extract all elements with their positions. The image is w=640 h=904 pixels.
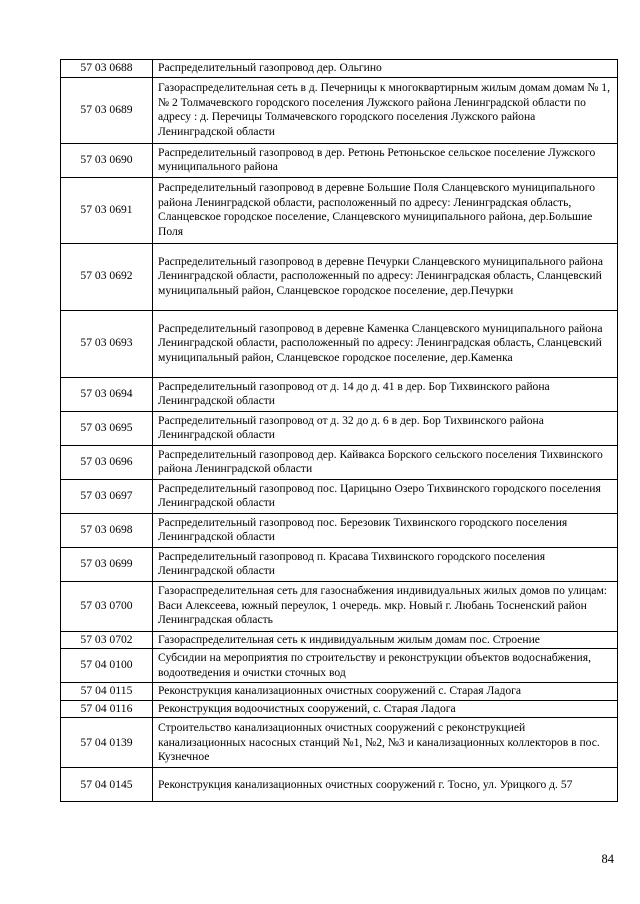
table-row — [61, 143, 618, 177]
table-row — [61, 445, 618, 479]
table-row — [61, 513, 618, 547]
row-code-cell: 57 03 0697 — [61, 479, 153, 513]
row-code-cell: 57 04 0100 — [61, 649, 153, 683]
row-description-cell: Субсидии на мероприятия по строительству и реконструкции объектов водоснабжения, водоотведения и очистки сточных вод — [153, 649, 618, 683]
table-row — [61, 718, 618, 768]
table-row — [61, 177, 618, 243]
row-description-cell: Распределительный газопровод от д. 14 до д. 41 в дер. Бор Тихвинского района Ленинградской области — [153, 377, 618, 411]
document-page — [60, 59, 618, 802]
table-row — [61, 60, 618, 78]
table-row — [61, 479, 618, 513]
row-code-cell: 57 03 0699 — [61, 547, 153, 581]
row-description-cell: Реконструкция канализационных очистных сооружений г. Тосно, ул. Урицкого д. 57 — [153, 768, 618, 802]
row-description-cell: Строительство канализационных очистных сооружений с реконструкцией канализационных насосных станций №1, №2, №3 и канализационных коллекторов в пос. Кузнечное — [153, 718, 618, 768]
row-description-cell: Газораспределительная сеть для газоснабжения индивидуальных жилых домов по улицам: Васи Алексеева, южный переулок, 1 очередь. мкр. Новый г. Любань Тосненский район Ленинградская область — [153, 581, 618, 631]
table-row — [61, 377, 618, 411]
row-code-cell: 57 04 0115 — [61, 683, 153, 701]
row-code-cell: 57 04 0145 — [61, 768, 153, 802]
row-description-cell: Распределительный газопровод в деревне Печурки Сланцевского муниципального района Ленинградской области, расположенный по адресу: Ленинградская область, Сланцевский муниципальный район, Сланцевское городское поселение, дер.Печурки — [153, 243, 618, 310]
table-body — [61, 60, 618, 802]
table-row — [61, 243, 618, 310]
row-code-cell: 57 03 0690 — [61, 143, 153, 177]
row-description-cell: Распределительный газопровод дер. Кайвакса Борского сельского поселения Тихвинского района Ленинградской области — [153, 445, 618, 479]
row-description-cell: Распределительный газопровод в деревне Большие Поля Сланцевского муниципального района Ленинградской области, расположенный по адресу: Ленинградская область, Сланцевское городское поселение, Сланцевского муниципального района, дер.Большие Поля — [153, 177, 618, 243]
table-row — [61, 768, 618, 802]
table-row — [61, 683, 618, 701]
row-code-cell: 57 04 0139 — [61, 718, 153, 768]
row-description-cell: Распределительный газопровод пос. Березовик Тихвинского городского поселения Ленинградской области — [153, 513, 618, 547]
budget-classification-table — [60, 59, 618, 802]
row-code-cell: 57 03 0689 — [61, 77, 153, 143]
row-description-cell: Реконструкция канализационных очистных сооружений с. Старая Ладога — [153, 683, 618, 701]
row-description-cell: Газораспределительная сеть к индивидуальным жилым домам пос. Строение — [153, 631, 618, 649]
row-description-cell: Распределительный газопровод дер. Ольгино — [153, 60, 618, 78]
row-description-cell: Распределительный газопровод пос. Царицыно Озеро Тихвинского городского поселения Ленинградской области — [153, 479, 618, 513]
table-row — [61, 581, 618, 631]
row-code-cell: 57 03 0698 — [61, 513, 153, 547]
row-description-cell: Распределительный газопровод п. Красава Тихвинского городского поселения Ленинградской области — [153, 547, 618, 581]
row-code-cell: 57 03 0700 — [61, 581, 153, 631]
row-description-cell: Реконструкция водоочистных сооружений, с. Старая Ладога — [153, 700, 618, 718]
table-row — [61, 649, 618, 683]
page-number: 84 — [601, 852, 614, 866]
row-code-cell: 57 03 0688 — [61, 60, 153, 78]
row-code-cell: 57 03 0695 — [61, 411, 153, 445]
table-row — [61, 77, 618, 143]
row-code-cell: 57 03 0693 — [61, 310, 153, 377]
row-code-cell: 57 03 0702 — [61, 631, 153, 649]
table-row — [61, 700, 618, 718]
row-code-cell: 57 03 0692 — [61, 243, 153, 310]
row-description-cell: Распределительный газопровод от д. 32 до д. 6 в дер. Бор Тихвинского района Ленинградской области — [153, 411, 618, 445]
table-row — [61, 631, 618, 649]
table-row — [61, 547, 618, 581]
row-code-cell: 57 03 0694 — [61, 377, 153, 411]
row-code-cell: 57 04 0116 — [61, 700, 153, 718]
row-description-cell: Распределительный газопровод в деревне Каменка Сланцевского муниципального района Ленинградской области, расположенный по адресу: Ленинградская область, Сланцевский муниципальный район, Сланцевское городское поселение, дер.Каменка — [153, 310, 618, 377]
row-description-cell: Распределительный газопровод в дер. Ретюнь Ретюньское сельское поселение Лужского муниципального района — [153, 143, 618, 177]
row-code-cell: 57 03 0696 — [61, 445, 153, 479]
row-code-cell: 57 03 0691 — [61, 177, 153, 243]
table-row — [61, 411, 618, 445]
row-description-cell: Газораспределительная сеть в д. Печерницы к многоквартирным жилым домам домам № 1, № 2 Толмачевского городского поселения Лужского района Ленинградской области по адресу : д. Перечицы Толмачевского городского поселения Лужского района Ленинградской области — [153, 77, 618, 143]
table-row — [61, 310, 618, 377]
